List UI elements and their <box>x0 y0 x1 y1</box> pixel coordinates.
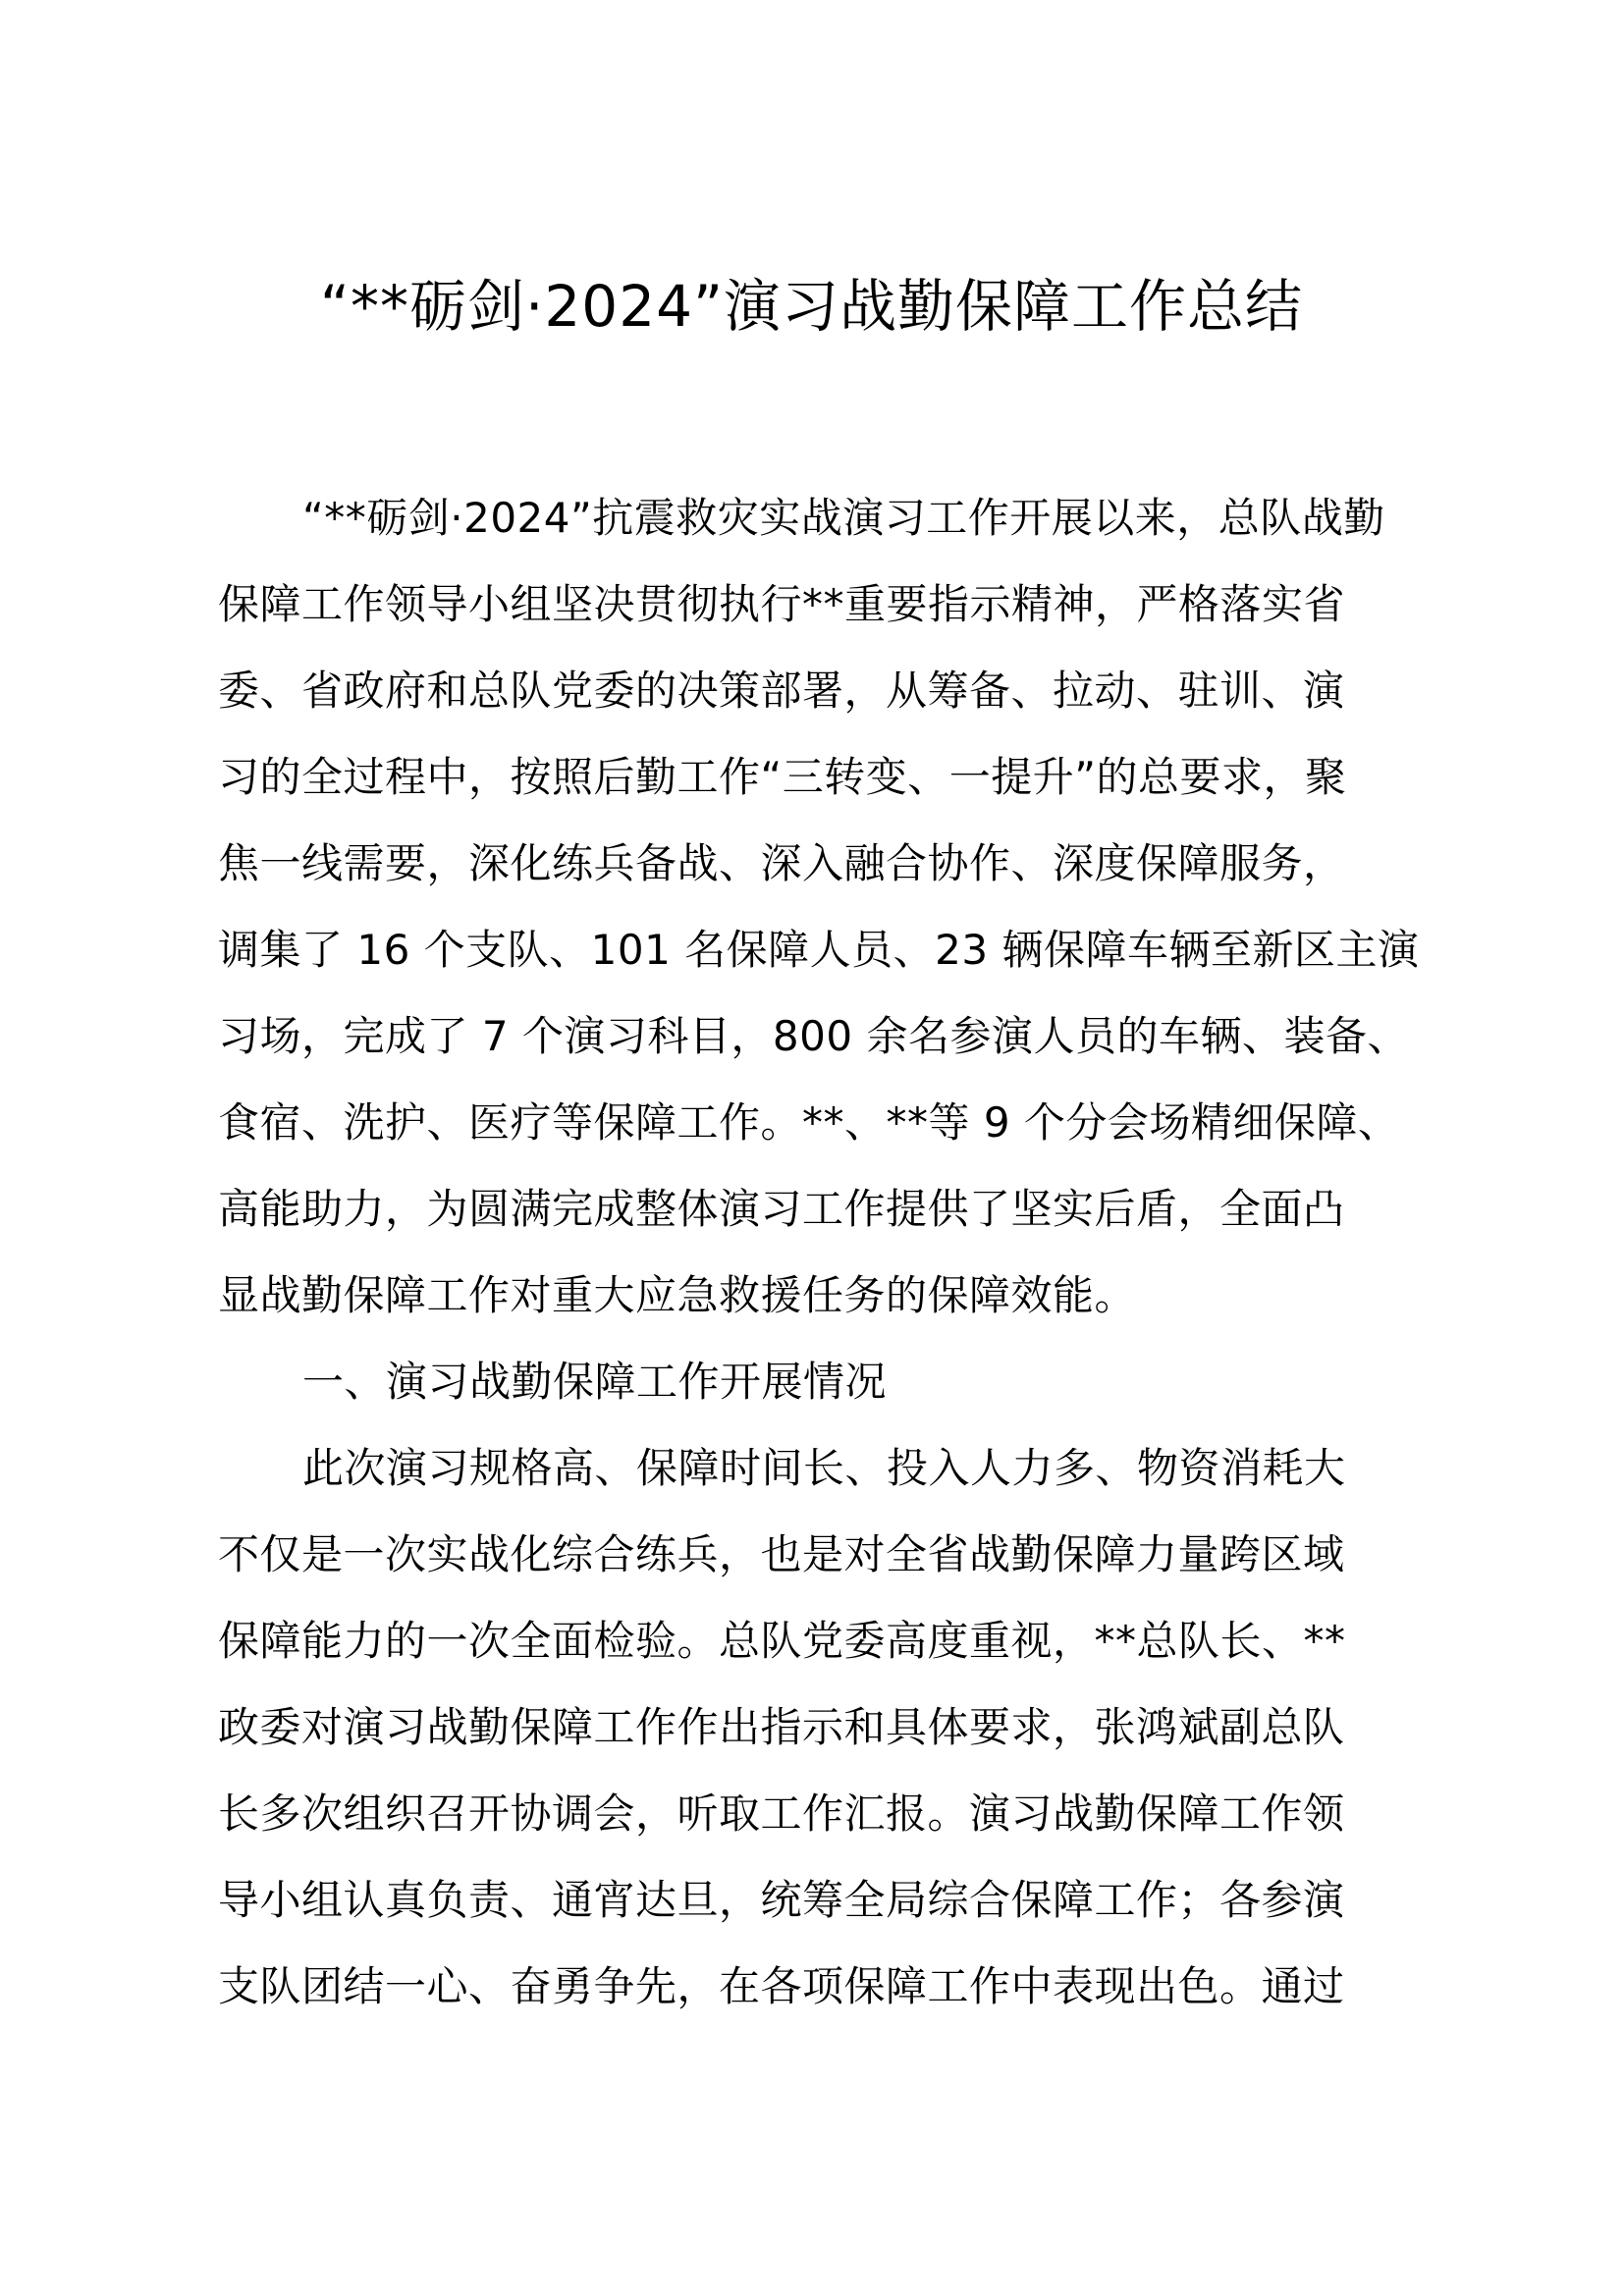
section-paragraph-line: 此次演习规格高、保障时间长、投入人力多、物资消耗大 <box>302 1444 1346 1492</box>
section-heading-line: 一、演习战勤保障工作开展情况 <box>302 1358 888 1406</box>
intro-paragraph-line: 保障工作领导小组坚决贯彻执行**重要指示精神，严格落实省 <box>218 580 1346 628</box>
section-paragraph-line: 政委对演习战勤保障工作作出指示和具体要求，张鸿斌副总队 <box>218 1703 1345 1751</box>
intro-paragraph-line: 委、省政府和总队党委的决策部署，从筹备、拉动、驻训、演 <box>218 667 1345 715</box>
intro-paragraph-line: 习的全过程中，按照后勤工作“三转变、一提升”的总要求，聚 <box>218 753 1347 801</box>
section-paragraph-line: 支队团结一心、奋勇争先，在各项保障工作中表现出色。通过 <box>218 1962 1345 2010</box>
intro-paragraph-line: 食宿、洗护、医疗等保障工作。**、**等 9 个分会场精细保障、 <box>218 1098 1400 1147</box>
intro-paragraph-line: 习场，完成了 7 个演习科目，800 余名参演人员的车辆、装备、 <box>218 1012 1409 1060</box>
intro-paragraph-line: 调集了 16 个支队、101 名保障人员、23 辆保障车辆至新区主演 <box>218 926 1420 974</box>
intro-paragraph <box>218 475 1435 1339</box>
section-paragraph-line: 导小组认真负责、通宵达旦，统筹全局综合保障工作；各参演 <box>218 1876 1345 1924</box>
section-paragraph-line: 保障能力的一次全面检验。总队党委高度重视，**总队长、** <box>218 1617 1346 1665</box>
intro-paragraph-line: 焦一线需要，深化练兵备战、深入融合协作、深度保障服务， <box>218 839 1345 887</box>
intro-paragraph-line: 高能助力，为圆满完成整体演习工作提供了坚实后盾，全面凸 <box>218 1185 1345 1233</box>
section-paragraph-line: 不仅是一次实战化综合练兵，也是对全省战勤保障力量跨区域 <box>218 1530 1345 1578</box>
document-title: “**砺剑·2024”演习战勤保障工作总结 <box>319 273 1304 340</box>
section-paragraph <box>218 1425 1435 2030</box>
intro-paragraph-line: 显战勤保障工作对重大应急救援任务的保障效能。 <box>218 1271 1137 1319</box>
intro-paragraph-line: “**砺剑·2024”抗震救灾实战演习工作开展以来，总队战勤 <box>302 494 1385 542</box>
section-paragraph-line: 长多次组织召开协调会，听取工作汇报。演习战勤保障工作领 <box>218 1789 1345 1838</box>
document-body <box>218 475 1435 2030</box>
section-heading <box>218 1339 1435 1425</box>
